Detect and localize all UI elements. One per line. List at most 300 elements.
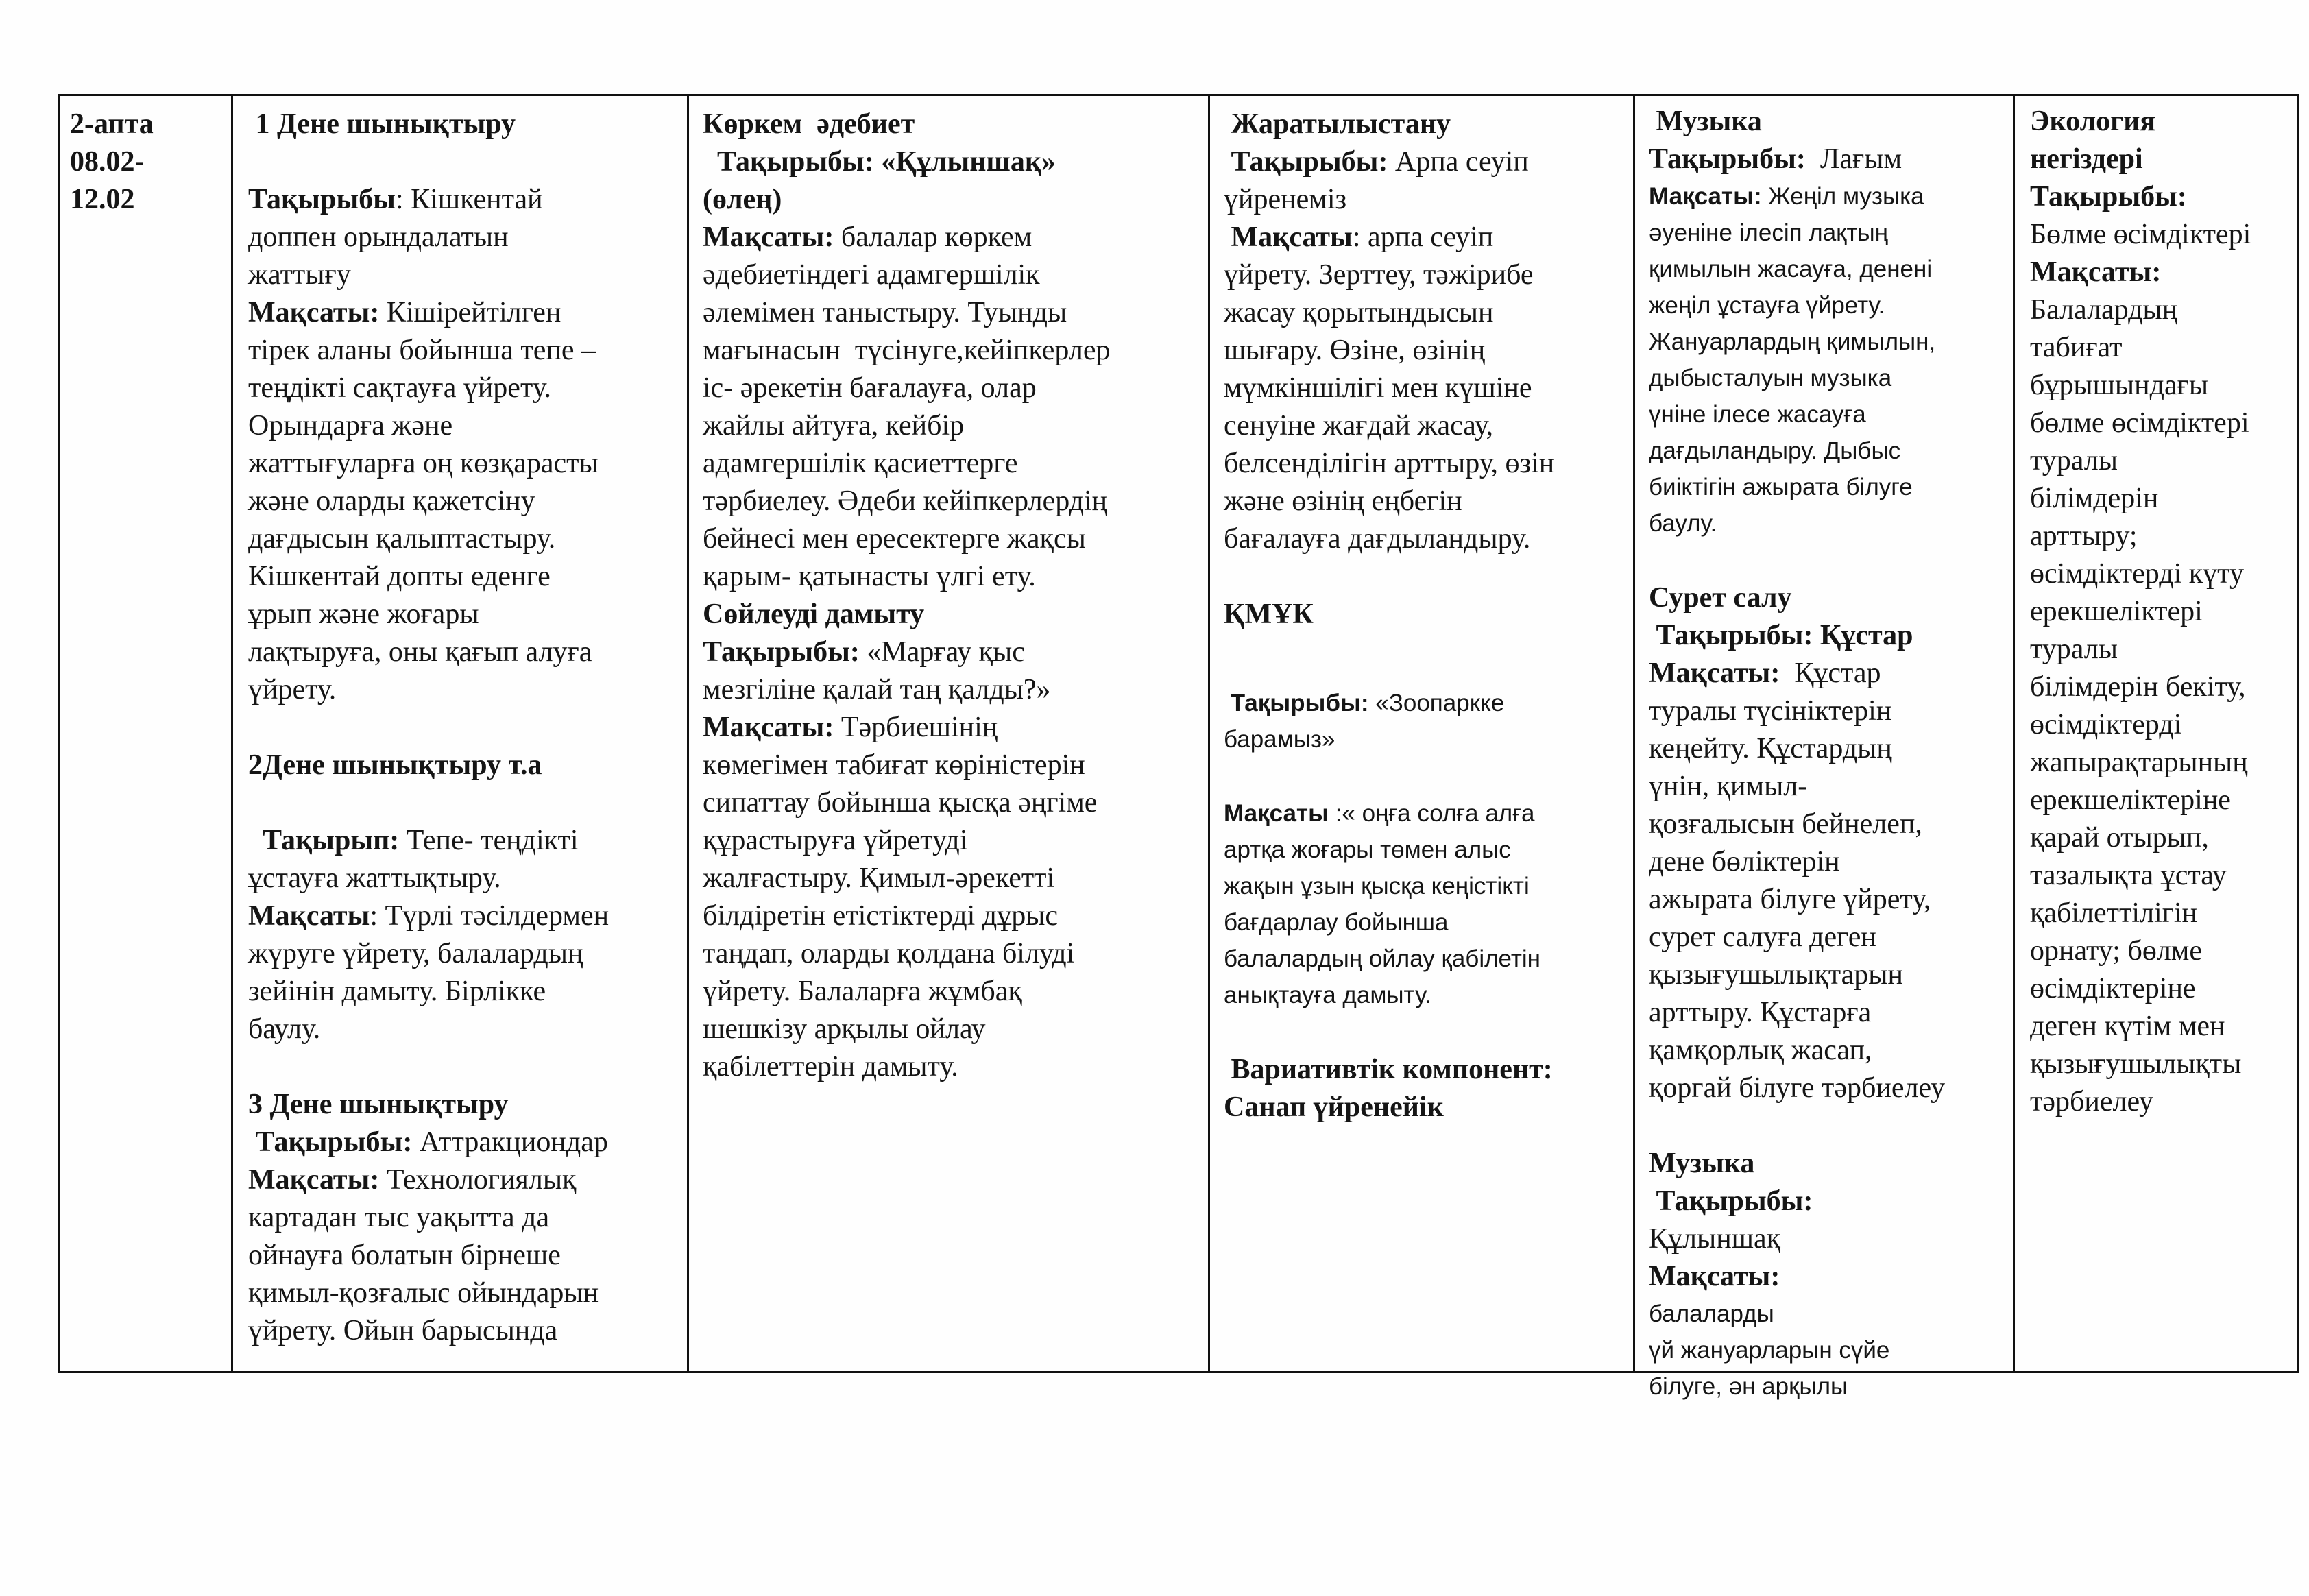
text-block	[70, 106, 231, 219]
body-text: қозғалысын бейнелеп,	[1649, 808, 1922, 840]
text-line	[1649, 1069, 2013, 1107]
body-text: дене бөліктерін	[1649, 846, 1840, 878]
body-text: Лағым	[1805, 143, 1902, 175]
text-line	[248, 332, 687, 370]
text-line	[1649, 1220, 2013, 1258]
bold-label: Мақсаты:	[248, 1164, 380, 1196]
text-line	[1649, 994, 2013, 1032]
text-line	[1649, 251, 2013, 287]
body-text: жасау қорытындысын	[1224, 297, 1494, 328]
body-text: Технологиялық	[379, 1164, 577, 1196]
text-block	[1649, 178, 2013, 542]
text-block	[248, 747, 687, 784]
bold-label: Жаратылыстану	[1224, 108, 1451, 140]
body-text: сипаттау бойынша қысқа әңгіме	[703, 787, 1098, 819]
text-line	[248, 106, 687, 143]
bold-label: Тақырыбы:	[1224, 690, 1369, 716]
body-text: қамқорлық жасап,	[1649, 1035, 1872, 1066]
bold-label: Сурет салу	[1649, 582, 1792, 614]
body-text: Жануарлардың қимылын,	[1649, 328, 1936, 355]
body-text: қызығушылықты	[2030, 1048, 2242, 1080]
text-line	[1224, 407, 1633, 445]
text-line	[248, 445, 687, 483]
body-text: табиғат	[2030, 332, 2123, 363]
text-line	[2030, 404, 2301, 442]
body-text: орнату; бөлме	[2030, 935, 2202, 967]
text-line	[1224, 483, 1633, 520]
text-block	[1224, 106, 1633, 558]
text-line	[248, 483, 687, 520]
text-line	[248, 256, 687, 294]
text-line	[2030, 518, 2301, 555]
text-line	[1649, 469, 2013, 505]
body-text: білімдерін бекіту,	[2030, 671, 2246, 703]
body-text: әдебиетіндегі адамгершілік	[703, 259, 1040, 291]
paragraph-spacer	[1224, 758, 1633, 795]
body-text: қимыл-қозғалыс ойындарын	[248, 1277, 599, 1309]
body-text: : Кішкентай	[395, 184, 543, 215]
text-block	[1649, 1145, 2013, 1296]
bold-label: (өлең)	[703, 184, 782, 215]
body-text: ерекшеліктеріне	[2030, 784, 2231, 816]
text-line	[703, 897, 1208, 935]
text-line	[1649, 881, 2013, 919]
text-line	[703, 633, 1208, 671]
text-line	[1649, 1258, 2013, 1296]
text-line	[248, 370, 687, 407]
text-block	[1649, 579, 2013, 1107]
text-block	[2030, 103, 2301, 1121]
text-line	[1649, 1145, 2013, 1183]
text-line	[248, 407, 687, 445]
body-text: бағдарлау бойынша	[1224, 909, 1449, 936]
body-text: жүруге үйрету, балалардың	[248, 938, 583, 969]
body-text: Кішкентай допты еденге	[248, 561, 551, 592]
text-line	[1649, 1183, 2013, 1220]
text-line	[2030, 819, 2301, 857]
text-block	[1224, 795, 1633, 1013]
text-line	[248, 1312, 687, 1350]
text-line	[703, 256, 1208, 294]
text-line	[703, 483, 1208, 520]
text-line	[1224, 1089, 1633, 1126]
bold-label: Көркем әдебиет	[703, 108, 915, 140]
body-text: ажырата білуге үйрету,	[1649, 884, 1931, 915]
text-line	[1224, 256, 1633, 294]
text-line	[1649, 919, 2013, 956]
body-text: сурет салуға деген	[1649, 921, 1876, 953]
bold-label: Тақырыбы:	[1224, 146, 1388, 178]
body-text: және оларды қажетсіну	[248, 485, 535, 517]
text-line	[248, 1237, 687, 1274]
bold-label: Тақырыбы: Құстар	[1649, 620, 1913, 651]
body-text: арттыру;	[2030, 520, 2138, 552]
text-line	[248, 860, 687, 897]
body-text: жаттығуларға оң көзқарасты	[248, 448, 599, 479]
text-line	[703, 935, 1208, 973]
text-line	[2030, 555, 2301, 593]
weekly-plan-table	[58, 94, 2299, 1400]
text-line	[248, 596, 687, 633]
text-line	[1649, 141, 2013, 178]
text-line	[703, 407, 1208, 445]
text-line	[1224, 832, 1633, 868]
text-line	[248, 1086, 687, 1124]
text-line	[703, 294, 1208, 332]
text-line	[248, 822, 687, 860]
text-line	[248, 897, 687, 935]
body-text: зейінін дамыту. Бірлікке	[248, 976, 546, 1007]
bold-label: Тақырыбы: «Құлыншақ»	[703, 146, 1056, 178]
text-line	[248, 1274, 687, 1312]
text-block	[248, 822, 687, 1048]
text-line	[1224, 977, 1633, 1013]
text-line	[2030, 1083, 2301, 1121]
body-text: үйрету. Зерттеу, тәжірибе	[1224, 259, 1534, 291]
bold-label: 2Дене шынықтыру т.а	[248, 749, 542, 781]
text-line	[703, 747, 1208, 784]
text-line	[248, 1161, 687, 1199]
text-line	[2030, 1008, 2301, 1045]
body-text: қарай отырып,	[2030, 822, 2209, 854]
bold-label: Музыка	[1649, 106, 1762, 137]
body-text: тәрбиелеу	[2030, 1086, 2154, 1117]
bold-label: Тақырыбы	[248, 184, 396, 215]
body-text: туралы	[2030, 445, 2118, 476]
text-line	[1649, 617, 2013, 655]
text-line	[1649, 287, 2013, 324]
bold-label: Тақырыбы:	[248, 1126, 413, 1158]
bold-label: Мақсаты:	[2030, 256, 2162, 288]
paragraph-spacer	[1224, 1013, 1633, 1051]
body-text: ойнауға болатын бірнеше	[248, 1240, 561, 1271]
body-text: туралы түсініктерін	[1649, 695, 1892, 727]
body-text: тазалықта ұстау	[2030, 860, 2227, 891]
text-line	[703, 332, 1208, 370]
bold-label: 2-апта	[70, 108, 154, 140]
body-text: мезгіліне қалай таң қалды?»	[703, 674, 1051, 705]
bold-label: Тақырыбы:	[1649, 143, 1806, 175]
body-text: Құстар	[1780, 657, 1881, 689]
bold-label: Мақсаты	[248, 900, 370, 932]
text-line	[248, 219, 687, 256]
body-text: артқа жоғары төмен алыс	[1224, 836, 1511, 863]
bold-label: Мақсаты:	[248, 297, 380, 328]
body-text: кеңейту. Құстардың	[1649, 733, 1892, 764]
text-line	[1224, 445, 1633, 483]
paragraph-spacer	[248, 784, 687, 822]
body-text: білдіретін етістіктерді дұрыс	[703, 900, 1059, 932]
body-text: жайлы айтуға, кейбір	[703, 410, 965, 442]
bold-label: 08.02-	[70, 146, 145, 178]
body-text: әуеніне ілесіп лақтың	[1649, 219, 1888, 246]
body-text: құрастыруға үйретуді	[703, 825, 968, 856]
text-line	[703, 784, 1208, 822]
text-line	[2030, 895, 2301, 932]
body-text: : арпа сеуіп	[1352, 221, 1494, 253]
body-text: баулу.	[248, 1013, 321, 1045]
text-line	[1649, 360, 2013, 396]
body-text: тірек аланы бойынша тепе –	[248, 335, 596, 366]
paragraph-spacer	[248, 1048, 687, 1086]
text-line	[1224, 181, 1633, 219]
body-text: таңдап, оларды қолдана білуді	[703, 938, 1075, 969]
text-line	[1224, 721, 1633, 758]
body-text: ерекшеліктері	[2030, 596, 2203, 627]
text-line	[2030, 593, 2301, 631]
text-line	[1224, 685, 1633, 721]
text-line	[703, 596, 1208, 633]
text-line	[1649, 730, 2013, 768]
paragraph-spacer	[1224, 633, 1633, 685]
body-text: теңдікті сақтауға үйрету.	[248, 372, 552, 404]
text-line	[2030, 442, 2301, 480]
body-text: мағынасын түсінуге,кейіпкерлер	[703, 335, 1111, 366]
text-line	[2030, 706, 2301, 744]
text-line	[1649, 178, 2013, 215]
body-text: анықтауға дамыту.	[1224, 982, 1431, 1008]
text-line	[1649, 1368, 2013, 1405]
text-line	[248, 633, 687, 671]
body-text: үйрету. Ойын барысында	[248, 1315, 558, 1346]
body-text: Арпа сеуіп	[1388, 146, 1529, 178]
body-text: мүмкіншілігі мен күшіне	[1224, 372, 1532, 404]
body-text: «Зоопаркке	[1368, 690, 1505, 716]
body-text: адамгершілік қасиеттерге	[703, 448, 1018, 479]
body-text: үйрету.	[248, 674, 337, 705]
paragraph-spacer	[1224, 558, 1633, 596]
body-text: биіктігін ажырата білуге	[1649, 474, 1913, 500]
text-line	[703, 709, 1208, 747]
body-text: үнін, қимыл-	[1649, 771, 1808, 802]
text-line	[2030, 857, 2301, 895]
text-line	[703, 143, 1208, 181]
text-block	[703, 106, 1208, 1086]
body-text: тәрбиелеу. Әдеби кейіпкерлердің	[703, 485, 1108, 517]
bold-label: ҚМҰК	[1224, 598, 1314, 630]
text-line	[2030, 668, 2301, 706]
body-text: қызығушылықтарын	[1649, 959, 1904, 991]
text-line	[248, 935, 687, 973]
body-text: бағалауға дағдыландыру.	[1224, 523, 1531, 555]
bold-label: 3 Дене шынықтыру	[248, 1089, 509, 1120]
text-line	[2030, 631, 2301, 668]
body-text: картадан тыс уақытта да	[248, 1202, 550, 1233]
body-text: балалардың ойлау қабілетін	[1224, 945, 1540, 972]
text-line	[248, 1124, 687, 1161]
text-line	[703, 106, 1208, 143]
body-text: бейнесі мен ересектерге жақсы	[703, 523, 1086, 555]
body-text: өсімдіктерді	[2030, 709, 2182, 740]
paragraph-spacer	[248, 709, 687, 747]
bold-label: Сөйлеуді дамыту	[703, 598, 925, 630]
text-line	[703, 973, 1208, 1011]
text-block	[248, 106, 687, 143]
bold-label: 12.02	[70, 184, 135, 215]
bold-label: Мақсаты	[1224, 800, 1329, 827]
text-line	[1224, 143, 1633, 181]
body-text: Тәрбиешінің	[834, 712, 998, 743]
body-text: лақтыруға, оны қағып алуға	[248, 636, 592, 668]
body-text: Жеңіл музыка	[1761, 183, 1924, 210]
body-text: шығару. Өзіне, өзінің	[1224, 335, 1486, 366]
text-line	[1649, 843, 2013, 881]
week-column	[60, 96, 233, 1371]
bold-label: Мақсаты:	[1649, 657, 1780, 689]
text-line	[703, 520, 1208, 558]
ecology-column	[2015, 96, 2301, 1371]
body-text: қимылын жасауға, денені	[1649, 256, 1933, 282]
body-text: дағдысын қалыптастыру.	[248, 523, 556, 555]
text-line	[248, 1011, 687, 1048]
literature-speech-column	[689, 96, 1210, 1371]
text-line	[1224, 795, 1633, 832]
text-line	[1224, 1051, 1633, 1089]
body-text: қабілеттерін дамыту.	[703, 1051, 958, 1083]
text-block	[1649, 1296, 2013, 1405]
text-line	[2030, 216, 2301, 254]
bold-label: Тақырыбы:	[703, 636, 860, 668]
body-text: білімдерін	[2030, 483, 2159, 514]
body-text: ұстауға жаттықтыру.	[248, 862, 501, 894]
text-line	[1224, 941, 1633, 977]
text-line	[1649, 1032, 2013, 1069]
text-block	[248, 1086, 687, 1350]
text-line	[703, 822, 1208, 860]
text-line	[1649, 324, 2013, 360]
body-text: қарым- қатынасты үлгі ету.	[703, 561, 1036, 592]
body-text: әлемімен таныстыру. Туынды	[703, 297, 1067, 328]
text-line	[703, 1011, 1208, 1048]
text-block	[1224, 596, 1633, 633]
text-line	[2030, 291, 2301, 329]
body-text: Аттракциондар	[412, 1126, 608, 1158]
text-line	[70, 181, 231, 219]
music-drawing-column	[1635, 96, 2015, 1400]
text-line	[1649, 1296, 2013, 1332]
body-text: үй жануарларын сүйе	[1649, 1337, 1890, 1364]
text-line	[248, 747, 687, 784]
text-line	[2030, 782, 2301, 819]
bold-label: Тақырыбы:	[1649, 1185, 1813, 1217]
bold-label: Экология	[2030, 106, 2156, 137]
bold-label: Мақсаты:	[1649, 1261, 1780, 1292]
text-line	[703, 219, 1208, 256]
body-text: бөлме өсімдіктері	[2030, 407, 2249, 439]
body-text: үніне ілесе жасауға	[1649, 401, 1866, 428]
body-text: Құлыншақ	[1649, 1223, 1781, 1255]
text-line	[1224, 294, 1633, 332]
body-text: және өзінің еңбегін	[1224, 485, 1462, 517]
text-line	[1649, 103, 2013, 141]
text-line	[1224, 332, 1633, 370]
text-block	[1224, 685, 1633, 758]
text-line	[703, 445, 1208, 483]
text-line	[2030, 254, 2301, 291]
body-text: дағдыландыру. Дыбыс	[1649, 437, 1901, 464]
text-line	[248, 181, 687, 219]
paragraph-spacer	[1649, 1107, 2013, 1145]
physical-education-column	[233, 96, 689, 1371]
text-line	[1224, 904, 1633, 941]
text-line	[1649, 505, 2013, 542]
text-line	[70, 106, 231, 143]
text-line	[703, 558, 1208, 596]
bold-label: Тақырыбы:	[2030, 181, 2187, 213]
text-line	[2030, 103, 2301, 141]
bold-label: Мақсаты:	[703, 712, 834, 743]
body-text: баулу.	[1649, 510, 1717, 537]
paragraph-spacer	[1649, 542, 2013, 579]
text-line	[703, 1048, 1208, 1086]
bold-label: Вариативтік компонент:	[1224, 1054, 1553, 1085]
text-line	[248, 294, 687, 332]
body-text: Орындарға және	[248, 410, 453, 442]
bold-label: негіздері	[2030, 143, 2143, 175]
text-line	[1649, 655, 2013, 692]
text-line	[2030, 141, 2301, 178]
text-line	[248, 1199, 687, 1237]
text-line	[1224, 596, 1633, 633]
body-text: қоргай білуге тәрбиелеу	[1649, 1072, 1946, 1104]
body-text: бұрышындағы	[2030, 370, 2209, 401]
text-line	[1649, 1332, 2013, 1368]
body-text: деген күтім мен	[2030, 1011, 2225, 1042]
text-line	[1224, 219, 1633, 256]
body-text: жақын ұзын қысқа кеңістікті	[1224, 873, 1530, 899]
body-text: үйрету. Балаларға жұмбақ	[703, 976, 1022, 1007]
text-line	[1224, 520, 1633, 558]
body-text: жаттығу	[248, 259, 351, 291]
body-text: : Түрлі тәсілдермен	[370, 900, 609, 932]
bold-label: 1 Дене шынықтыру	[248, 108, 516, 140]
natural-science-column	[1210, 96, 1635, 1371]
body-text: доппен орындалатын	[248, 221, 509, 253]
text-line	[1649, 433, 2013, 469]
body-text: Балалардың	[2030, 294, 2178, 326]
text-line	[248, 671, 687, 709]
body-text: балалар көркем	[834, 221, 1032, 253]
bold-label: Санап үйренейік	[1224, 1091, 1444, 1123]
text-line	[2030, 329, 2301, 367]
body-text: барамыз»	[1224, 726, 1335, 753]
body-text: ұрып және жоғары	[248, 598, 479, 630]
bold-label: Мақсаты	[1224, 221, 1353, 253]
text-line	[1224, 868, 1633, 904]
text-line	[1224, 106, 1633, 143]
text-line	[1649, 806, 2013, 843]
body-text: қабілеттілігін	[2030, 897, 2198, 929]
text-line	[2030, 744, 2301, 782]
body-text: жеңіл ұстауға үйрету.	[1649, 292, 1885, 319]
body-text: жапырақтарының	[2030, 747, 2248, 778]
paragraph-spacer	[248, 143, 687, 181]
body-text: өсімдіктеріне	[2030, 973, 2196, 1004]
text-line	[1649, 956, 2013, 994]
text-line	[703, 181, 1208, 219]
text-line	[2030, 480, 2301, 518]
body-text: көмегімен табиғат көріністерін	[703, 749, 1085, 781]
text-line	[248, 558, 687, 596]
body-text: сенуіне жағдай жасау,	[1224, 410, 1494, 442]
bold-label: Тақырып:	[248, 825, 400, 856]
text-block	[1224, 1051, 1633, 1126]
text-line	[2030, 932, 2301, 970]
text-line	[1649, 215, 2013, 251]
text-block	[1649, 103, 2013, 178]
text-line	[2030, 367, 2301, 404]
text-line	[703, 671, 1208, 709]
